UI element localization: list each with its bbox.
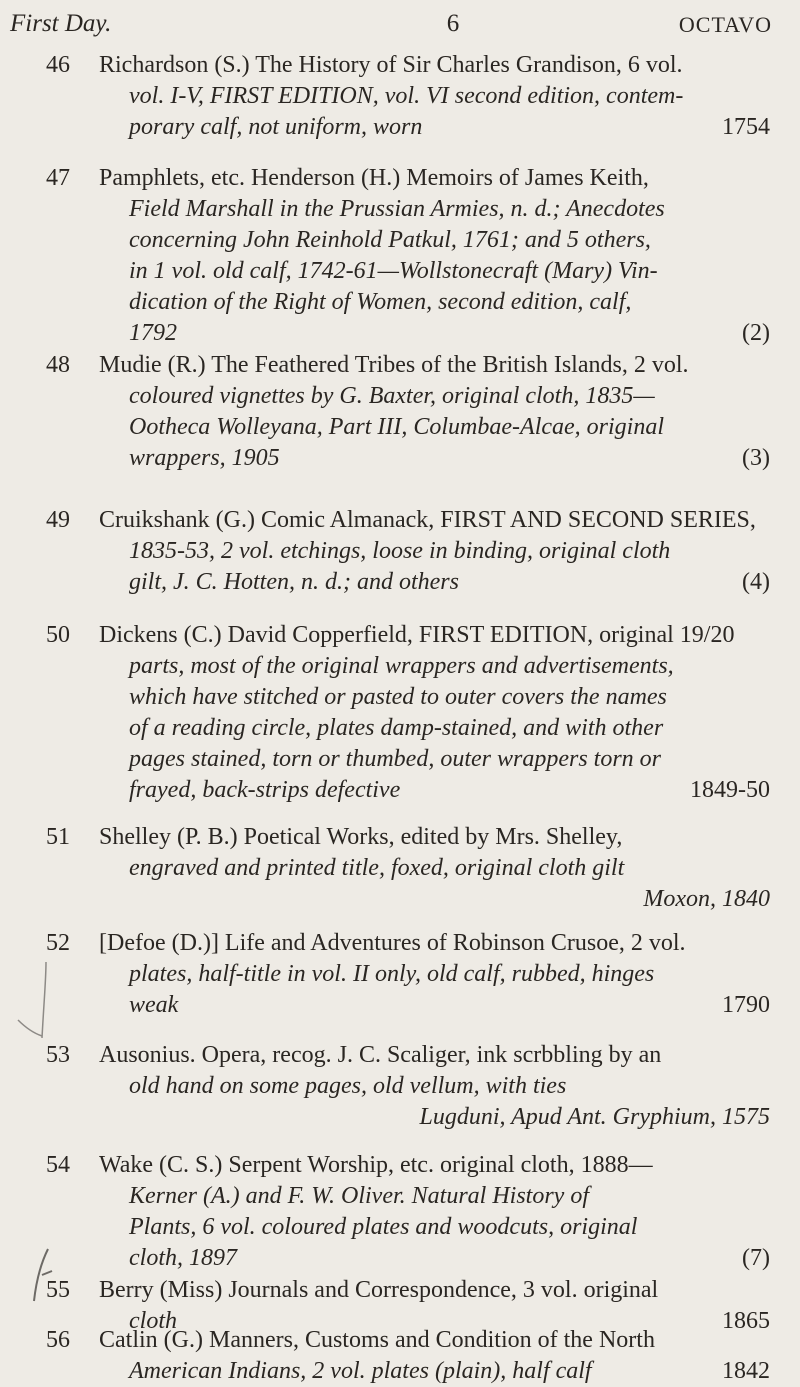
lot-line: 1790 weak bbox=[99, 990, 770, 1021]
pencil-mark-icon bbox=[16, 960, 56, 1040]
lot-number: 50 bbox=[46, 622, 70, 648]
lot-description bbox=[99, 1325, 770, 1387]
lot-line: in 1 vol. old calf, 1742-61—Wollstonecraft (Mary) Vin- bbox=[129, 258, 658, 284]
lot-line: vol. I-V, FIRST EDITION, vol. VI second edition, contem- bbox=[129, 83, 684, 109]
lot-description bbox=[99, 1040, 770, 1133]
lot-line: parts, most of the original wrappers and advertisements, bbox=[129, 653, 674, 679]
lot-line: Field Marshall in the Prussian Armies, n. d.; Anecdotes bbox=[129, 196, 665, 222]
lot-line: which have stitched or pasted to outer covers the names bbox=[129, 684, 667, 710]
lot-line: Plants, 6 vol. coloured plates and woodcuts, original bbox=[129, 1214, 638, 1240]
lot-line: 1835-53, 2 vol. etchings, loose in binding, original cloth bbox=[129, 538, 671, 564]
page-header bbox=[10, 10, 772, 46]
lot-number: 47 bbox=[46, 165, 70, 191]
lot-line: Richardson (S.) The History of Sir Charles Grandison, 6 vol. bbox=[99, 52, 683, 78]
lot-line bbox=[99, 884, 770, 915]
lot-line: Dickens (C.) David Copperfield, FIRST EDITION, original 19/20 bbox=[99, 622, 735, 648]
lot-line: Cruikshank (G.) Comic Almanack, FIRST AND SECOND SERIES, bbox=[99, 507, 756, 533]
lot-line bbox=[99, 1102, 770, 1133]
lot-line: Kerner (A.) and F. W. Oliver. Natural History of bbox=[129, 1183, 589, 1209]
lot-line: (2) 1792 bbox=[99, 318, 770, 349]
lot-line: dication of the Right of Women, second edition, calf, bbox=[129, 289, 632, 315]
lot-number: 55 bbox=[46, 1277, 70, 1303]
lot-line: engraved and printed title, foxed, original cloth gilt bbox=[129, 855, 625, 881]
lot-date: 1790 bbox=[722, 992, 770, 1018]
lot-line: Berry (Miss) Journals and Correspondence, 3 vol. original bbox=[99, 1277, 659, 1303]
lot-description bbox=[99, 50, 770, 143]
lot-line: Shelley (P. B.) Poetical Works, edited by Mrs. Shelley, bbox=[99, 824, 623, 850]
lot-number: 54 bbox=[46, 1152, 70, 1178]
lot-line: concerning John Reinhold Patkul, 1761; and 5 others, bbox=[129, 227, 651, 253]
lot-line: Pamphlets, etc. Henderson (H.) Memoirs of James Keith, bbox=[99, 165, 649, 191]
lot-line: 1754 porary calf, not uniform, worn bbox=[99, 112, 770, 143]
page-number: 6 bbox=[446, 10, 460, 37]
lot-number: 48 bbox=[46, 352, 70, 378]
lot-line: Mudie (R.) The Feathered Tribes of the British Islands, 2 vol. bbox=[99, 352, 689, 378]
lot-date: Moxon, 1840 bbox=[643, 886, 770, 912]
lot-line: Catlin (G.) Manners, Customs and Condition of the North bbox=[99, 1327, 655, 1353]
lot-number: 53 bbox=[46, 1042, 70, 1068]
header-section: OCTAVO bbox=[678, 12, 772, 37]
lot-line: 1865 cloth bbox=[99, 1306, 770, 1337]
lot-line: plates, half-title in vol. II only, old calf, rubbed, hinges bbox=[129, 961, 655, 987]
lot-line: of a reading circle, plates damp-stained, and with other bbox=[129, 715, 664, 741]
lot-date: 1849-50 bbox=[690, 777, 770, 803]
lot-line: Wake (C. S.) Serpent Worship, etc. original cloth, 1888— bbox=[99, 1152, 653, 1178]
lot-date: (2) bbox=[742, 320, 770, 346]
lot-line: (3) wrappers, 1905 bbox=[99, 443, 770, 474]
lot-line: (4) gilt, J. C. Hotten, n. d.; and others bbox=[99, 567, 770, 598]
lot-line: Ootheca Wolleyana, Part III, Columbae-Alcae, original bbox=[129, 414, 665, 440]
lot-number: 46 bbox=[46, 52, 70, 78]
lot-date: Lugduni, Apud Ant. Gryphium, 1575 bbox=[419, 1104, 770, 1130]
lot-description bbox=[99, 505, 770, 598]
header-day: First Day. bbox=[10, 10, 112, 37]
lot-line: [Defoe (D.)] Life and Adventures of Robinson Crusoe, 2 vol. bbox=[99, 930, 686, 956]
lot-line: 1842 American Indians, 2 vol. plates (plain), half calf bbox=[99, 1356, 770, 1387]
lot-number: 49 bbox=[46, 507, 70, 533]
lot-description bbox=[99, 620, 770, 806]
lot-description bbox=[99, 928, 770, 1021]
lot-line: coloured vignettes by G. Baxter, original cloth, 1835— bbox=[129, 383, 655, 409]
lot-date: (7) bbox=[742, 1245, 770, 1271]
lot-description bbox=[99, 822, 770, 915]
lot-number: 52 bbox=[46, 930, 70, 956]
lot-number: 51 bbox=[46, 824, 70, 850]
lot-line: Ausonius. Opera, recog. J. C. Scaliger, ink scrbbling by an bbox=[99, 1042, 662, 1068]
lot-date: (3) bbox=[742, 445, 770, 471]
lot-line: old hand on some pages, old vellum, with ties bbox=[129, 1073, 567, 1099]
lot-date: (4) bbox=[742, 569, 770, 595]
lot-description bbox=[99, 350, 770, 474]
lot-line: pages stained, torn or thumbed, outer wrappers torn or bbox=[129, 746, 662, 772]
lot-date: 1865 bbox=[722, 1308, 770, 1334]
lot-date: 1842 bbox=[722, 1358, 770, 1384]
lot-date: 1754 bbox=[722, 114, 770, 140]
lot-line: (7) cloth, 1897 bbox=[99, 1243, 770, 1274]
lot-description bbox=[99, 163, 770, 349]
lot-number: 56 bbox=[46, 1327, 70, 1353]
lot-description bbox=[99, 1150, 770, 1274]
lot-line: 1849-50 frayed, back-strips defective bbox=[99, 775, 770, 806]
